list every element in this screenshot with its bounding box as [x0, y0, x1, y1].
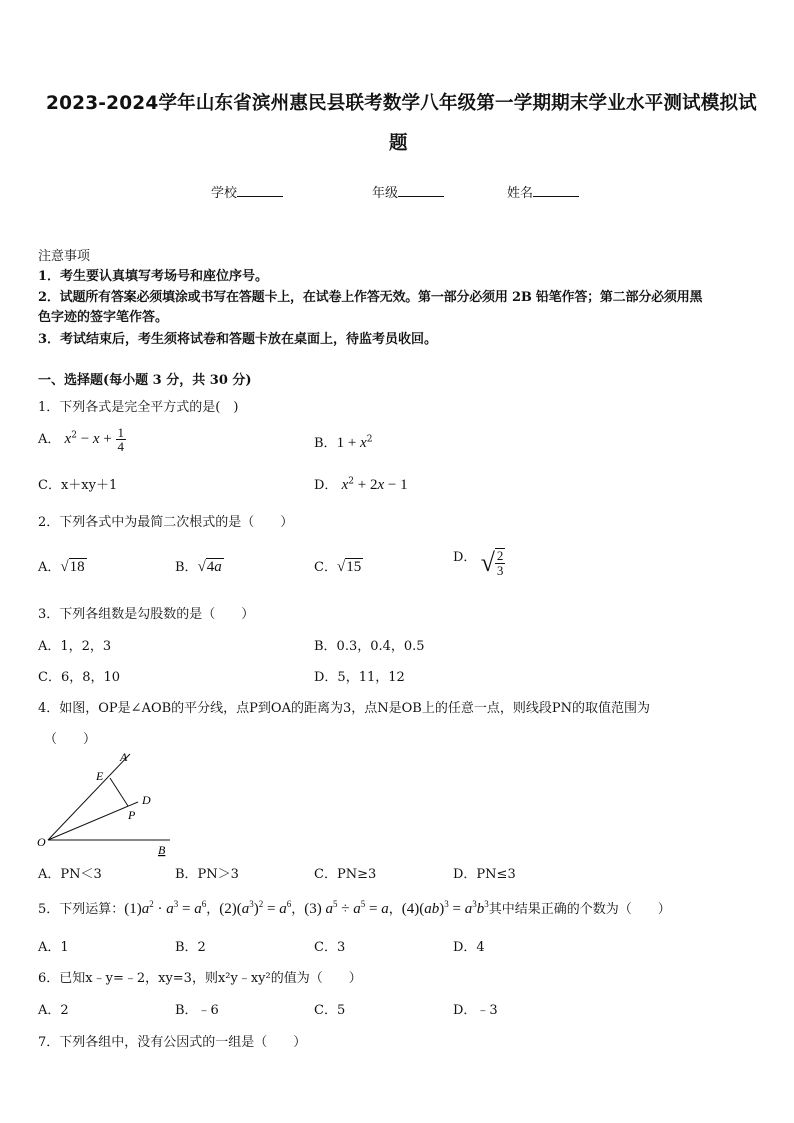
q2-d-label: D． [453, 549, 477, 565]
q2-option-d [453, 548, 505, 578]
q5-stem: 5．下列运算：$(1)a^2 \cdot a^3 = a^6$，$(2)(a^3)^2 = a^6$，(3) $a^5 \div a^5 = a$，$(4)(ab)^3 = a^3b^3$其中结果正确的个数为（ ） [38, 899, 671, 917]
sqrt-18: √18 [60, 559, 85, 575]
q5-option-b: B．2 [175, 940, 206, 955]
q2-stem: 2．下列各式中为最简二次根式的是（ ） [38, 515, 294, 530]
q5-expression-4: $(4)(ab)^3 = a^3b^3$ [401, 899, 489, 917]
label-point-o: O [37, 835, 46, 849]
q1-b-label: B． [314, 436, 337, 451]
name-blank [533, 184, 579, 197]
grade-field [372, 182, 444, 201]
school-label: 学校 [211, 186, 238, 201]
label-point-e: E [96, 769, 104, 783]
label-point-d: D [142, 793, 151, 807]
q5-stem-suffix: 其中结果正确的个数为（ ） [488, 902, 671, 917]
q5-expression-1: $(1)a^2 \cdot a^3 = a^6$ [124, 899, 207, 917]
segment-pe [110, 778, 128, 806]
fraction-one-quarter: $\frac{1}{4}$ [117, 425, 125, 454]
ray-oa [48, 754, 130, 840]
q2-option-c [314, 556, 363, 576]
q1-option-c: C．x＋xy＋1 [38, 478, 118, 493]
q1-option-d: D． $x^2 + 2x - 1$ [314, 476, 408, 493]
sqrt-4a: √4a [197, 559, 222, 575]
ray-od [48, 802, 138, 840]
school-field [211, 182, 283, 201]
label-point-b: B [158, 843, 166, 857]
q4-option-a: A．PN＜3 [38, 867, 102, 882]
notice-item-2-cont: 色字迹的签字笔作答。 [38, 310, 169, 325]
grade-label: 年级 [372, 186, 399, 201]
angle-bisector-figure [34, 748, 184, 858]
q1-d-label: D． [314, 478, 338, 493]
q4-option-c: C．PN≥3 [314, 867, 377, 882]
q4-stem: 4．如图，OP是∠AOB的平分线，点P到OA的距离为3，点N是OB上的任意一点，则线段PN的取值范围为 [38, 701, 650, 716]
school-blank [237, 184, 283, 197]
q1-stem: 1．下列各式是完全平方式的是( ) [38, 400, 239, 415]
notice-item-1: 1．考生要认真填写考场号和座位序号。 [38, 269, 269, 284]
q3-stem: 3．下列各组数是勾股数的是（ ） [38, 607, 255, 622]
exam-title-line1: 2023-2024学年山东省滨州惠民县联考数学八年级第一学期期末学业水平测试模拟试 [46, 93, 757, 114]
grade-blank [398, 184, 444, 197]
q5-expression-2: $(2)(a^3)^2 = a^6$ [219, 899, 292, 917]
q2-c-label: C． [314, 560, 337, 575]
q3-option-b: B．0.3，0.4，0.5 [314, 639, 425, 654]
q5-option-d: D．4 [453, 940, 485, 955]
q1-option-b: B．$1 + x^2$ [314, 434, 373, 451]
q7-stem: 7．下列各组中，没有公因式的一组是（ ） [38, 1035, 307, 1050]
q3-option-c: C．6，8，10 [38, 670, 121, 685]
q3-option-d: D．5，11，12 [314, 670, 405, 685]
name-field [507, 182, 579, 201]
q4-option-b: B．PN＞3 [175, 867, 239, 882]
exam-title-line2: 题 [389, 133, 408, 154]
q5-option-a: A．1 [38, 940, 69, 955]
q5-expression-3: (3) $a^5 \div a^5 = a$ [304, 899, 389, 917]
q6-option-a: A．2 [38, 1003, 69, 1018]
sqrt-15: √15 [336, 559, 362, 575]
q2-b-label: B． [175, 560, 198, 575]
notice-item-3: 3．考试结束后，考生须将试卷和答题卡放在桌面上，待监考员收回。 [38, 332, 438, 347]
label-point-a: A [120, 750, 128, 764]
name-label: 姓名 [507, 186, 534, 201]
q6-option-c: C．5 [314, 1003, 346, 1018]
sqrt-two-thirds: √ $\frac{2}{3}$ [480, 548, 504, 578]
q2-option-a [38, 556, 87, 576]
label-point-p: P [128, 808, 136, 822]
q2-option-b [175, 556, 224, 576]
notice-heading: 注意事项 [38, 249, 91, 264]
q1-option-a: A． $x^2 - x$ + $\frac{1}{4}$ [38, 425, 125, 454]
q6-stem: 6．已知x﹣y=﹣2，xy=3，则x²y﹣xy²的值为（ ） [38, 971, 362, 986]
q3-option-a: A．1，2，3 [38, 639, 112, 654]
q5-stem-prefix: 5．下列运算： [38, 902, 125, 917]
q2-a-label: A． [38, 560, 61, 575]
section-heading: 一、选择题(每小题 3 分，共 30 分) [38, 373, 252, 388]
q6-option-b: B．﹣6 [175, 1003, 219, 1018]
q4-option-d: D．PN≤3 [453, 867, 516, 882]
q1-a-label: A． [38, 432, 61, 447]
notice-item-2: 2．试题所有答案必须填涂或书写在答题卡上，在试卷上作答无效。第一部分必须用 2B 铅笔作答；第二部分必须用黑 [38, 290, 703, 305]
q4-paren: （ ） [44, 732, 97, 747]
q6-option-d: D．﹣3 [453, 1003, 498, 1018]
q5-option-c: C．3 [314, 940, 346, 955]
